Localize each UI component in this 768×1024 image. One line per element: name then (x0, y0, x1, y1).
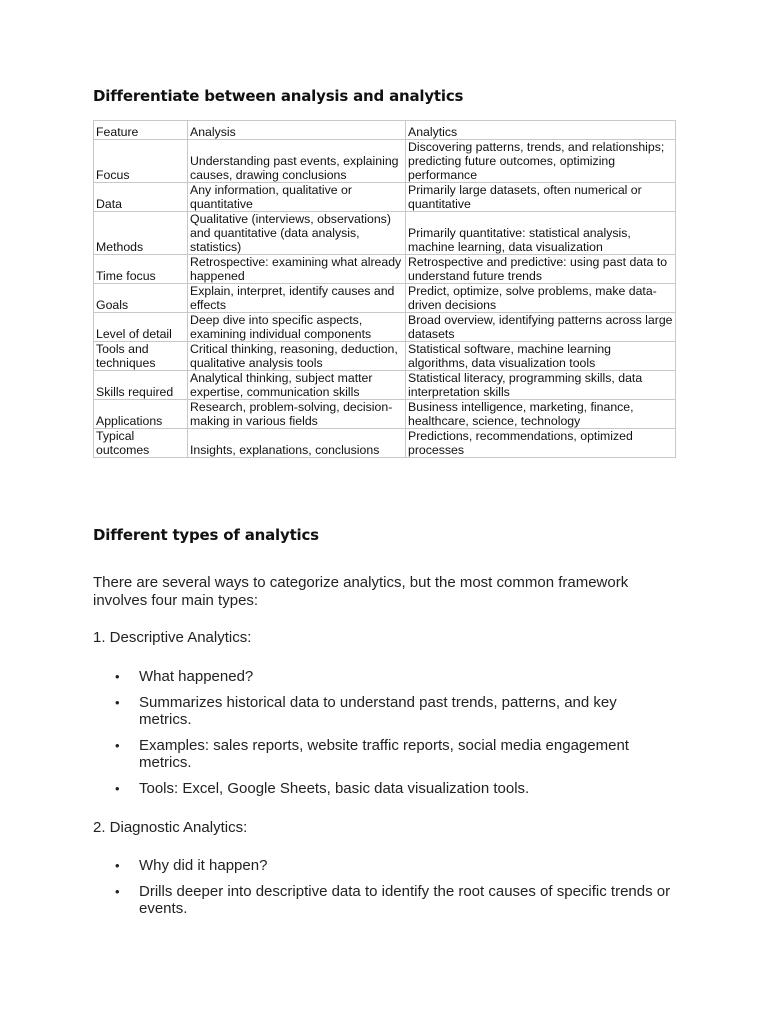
table-cell-feature: Data (94, 183, 188, 212)
table-cell-analytics: Statistical literacy, programming skills, data interpretation skills (406, 371, 676, 400)
table-cell-analysis: Qualitative (interviews, observations) and quantitative (data analysis, statistics) (188, 212, 406, 255)
list-item (93, 694, 673, 728)
table-cell-analysis: Analytical thinking, subject matter expertise, communication skills (188, 371, 406, 400)
table-cell-feature: Tools and techniques (94, 342, 188, 371)
list-item-text: What happened? (139, 668, 254, 685)
bullet-icon: • (115, 781, 120, 796)
table-cell-analytics: Retrospective and predictive: using past data to understand future trends (406, 255, 676, 284)
table-row (94, 342, 676, 371)
section-title-diagnostic: 2. Diagnostic Analytics: (93, 819, 248, 836)
list-item (93, 857, 673, 874)
table-row (94, 284, 676, 313)
bullet-icon: • (115, 669, 120, 684)
table-cell-analytics: Broad overview, identifying patterns across large datasets (406, 313, 676, 342)
table-cell-feature: Goals (94, 284, 188, 313)
descriptive-bullet-list (93, 668, 673, 806)
list-item (93, 668, 673, 685)
list-item-text: Why did it happen? (139, 857, 268, 874)
table-cell-feature: Methods (94, 212, 188, 255)
table-cell-analysis: Research, problem-solving, decision-making in various fields (188, 400, 406, 429)
table-cell-analysis: Understanding past events, explaining causes, drawing conclusions (188, 140, 406, 183)
table-cell-analytics: Primarily quantitative: statistical analysis, machine learning, data visualization (406, 212, 676, 255)
table-cell-analysis: Any information, qualitative or quantitative (188, 183, 406, 212)
list-item (93, 780, 673, 797)
table-cell-analytics: Primarily large datasets, often numerical or quantitative (406, 183, 676, 212)
table-row (94, 429, 676, 458)
bullet-icon: • (115, 695, 120, 710)
section-title-descriptive: 1. Descriptive Analytics: (93, 629, 252, 646)
table-cell-feature: Skills required (94, 371, 188, 400)
list-item-text: Summarizes historical data to understand past trends, patterns, and key metrics. (139, 694, 617, 728)
heading-analysis-vs-analytics: Differentiate between analysis and analytics (93, 87, 464, 105)
bullet-icon: • (115, 884, 120, 899)
table-header-cell: Analysis (188, 121, 406, 140)
table-row (94, 371, 676, 400)
table-cell-feature: Applications (94, 400, 188, 429)
intro-paragraph: There are several ways to categorize analytics, but the most common framework involves four main types: (93, 574, 629, 609)
table-cell-analytics: Business intelligence, marketing, finance, healthcare, science, technology (406, 400, 676, 429)
list-item-text: Examples: sales reports, website traffic reports, social media engagement metrics. (139, 737, 629, 771)
table-row (94, 255, 676, 284)
list-item (93, 883, 673, 917)
comparison-table (93, 120, 676, 458)
table-cell-feature: Typical outcomes (94, 429, 188, 458)
table-row (94, 313, 676, 342)
table-row (94, 140, 676, 183)
table-cell-analysis: Explain, interpret, identify causes and effects (188, 284, 406, 313)
table-row (94, 212, 676, 255)
table-row (94, 183, 676, 212)
bullet-icon: • (115, 738, 120, 753)
table-cell-analytics: Discovering patterns, trends, and relationships; predicting future outcomes, optimizing performance (406, 140, 676, 183)
list-item-text: Drills deeper into descriptive data to identify the root causes of specific trends or events. (139, 883, 671, 917)
table-cell-feature: Focus (94, 140, 188, 183)
table-cell-feature: Level of detail (94, 313, 188, 342)
table-header-cell: Feature (94, 121, 188, 140)
table-cell-analysis: Critical thinking, reasoning, deduction, qualitative analysis tools (188, 342, 406, 371)
list-item (93, 737, 673, 771)
heading-types-of-analytics: Different types of analytics (93, 526, 319, 544)
diagnostic-bullet-list (93, 857, 673, 926)
table-cell-analysis: Retrospective: examining what already happened (188, 255, 406, 284)
table-row (94, 400, 676, 429)
table-header-row (94, 121, 676, 140)
table-cell-analytics: Statistical software, machine learning algorithms, data visualization tools (406, 342, 676, 371)
table-cell-analysis: Insights, explanations, conclusions (188, 429, 406, 458)
table-header-cell: Analytics (406, 121, 676, 140)
table-cell-feature: Time focus (94, 255, 188, 284)
bullet-icon: • (115, 858, 120, 873)
table-cell-analytics: Predict, optimize, solve problems, make data-driven decisions (406, 284, 676, 313)
list-item-text: Tools: Excel, Google Sheets, basic data visualization tools. (139, 780, 530, 797)
table-cell-analysis: Deep dive into specific aspects, examining individual components (188, 313, 406, 342)
table-cell-analytics: Predictions, recommendations, optimized processes (406, 429, 676, 458)
